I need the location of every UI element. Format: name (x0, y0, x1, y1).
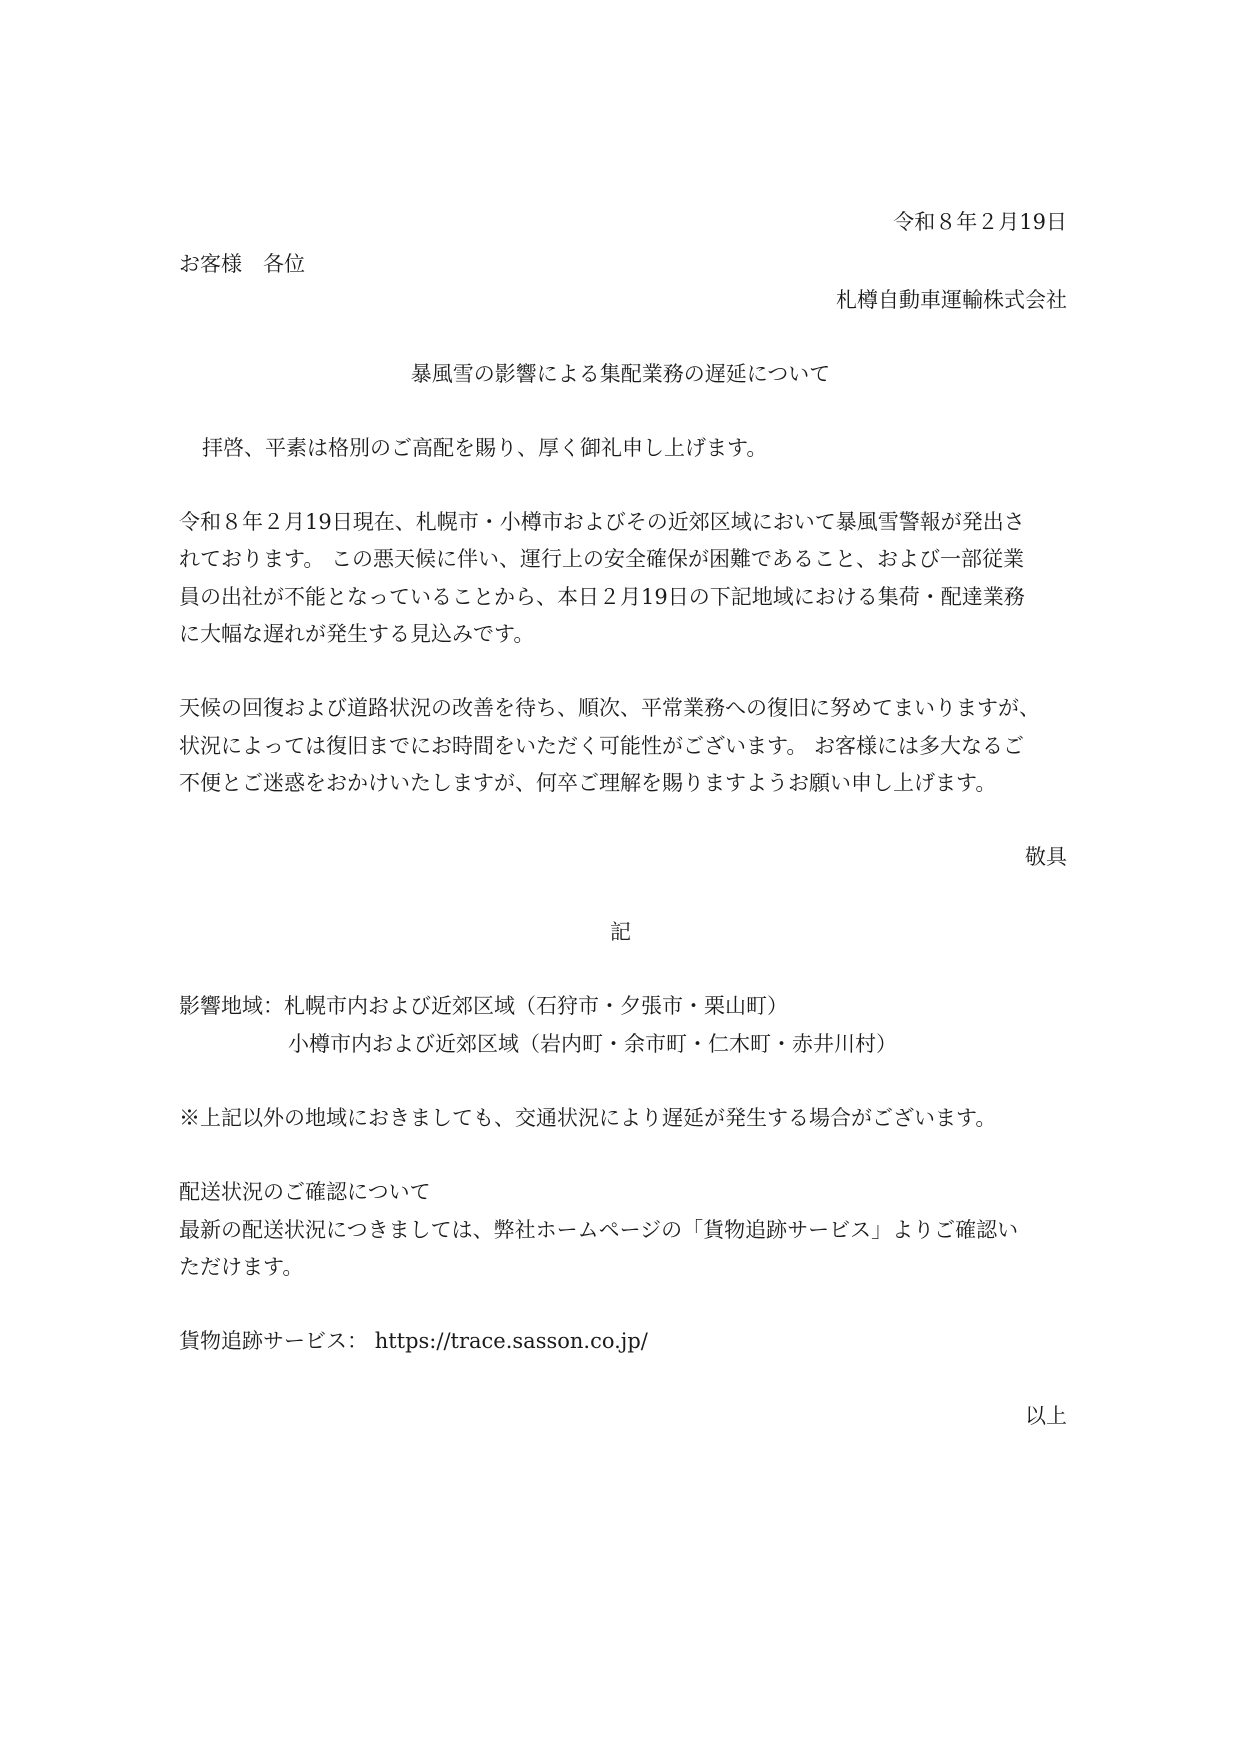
ki-heading: 記 (610, 920, 631, 944)
tracking-service (179, 1331, 648, 1352)
document-title: 暴風雪の影響による集配業務の遅延について (410, 362, 831, 386)
confirmation-heading: 配送状況のご確認について (179, 1180, 431, 1204)
paragraph-2-line: 天候の回復および道路状況の改善を待ち、順次、平常業務への復旧に努めてまいりますが、 (179, 696, 1040, 720)
greeting: 拝啓、平素は格別のご高配を賜り、厚く御礼申し上げます。 (202, 436, 768, 460)
recipient: お客様 各位 (179, 252, 305, 276)
closing-keigu: 敬具 (1025, 845, 1067, 869)
paragraph-1-line: 員の出社が不能となっていることから、本日２月19日の下記地域における集荷・配達業務 (179, 585, 1025, 609)
document-date: 令和８年２月19日 (893, 210, 1067, 234)
tracking-label: 貨物追跡サービス： (179, 1329, 368, 1353)
sender-company: 札樽自動車運輸株式会社 (836, 288, 1067, 312)
paragraph-2-line: 不便とご迷惑をおかけいたしますが、何卒ご理解を賜りますようお願い申し上げます。 (179, 771, 997, 795)
paragraph-1-line: れております。 この悪天候に伴い、運行上の安全確保が困難であること、および一部従業 (179, 547, 1024, 571)
end-ijo: 以上 (1025, 1404, 1067, 1428)
tracking-url-link[interactable]: https://trace.sasson.co.jp/ (374, 1329, 648, 1353)
paragraph-1-line: に大幅な遅れが発生する見込みです。 (179, 622, 535, 646)
delay-note: ※上記以外の地域におきましても、交通状況により遅延が発生する場合がございます。 (179, 1106, 997, 1130)
paragraph-2-line: 状況によっては復旧までにお時間をいただく可能性がございます。 お客様には多大なるご (179, 734, 1024, 758)
affected-area-line-1: 影響地域：札幌市内および近郊区域（石狩市・夕張市・栗山町） (179, 994, 788, 1018)
confirmation-line: ただけます。 (179, 1255, 304, 1279)
confirmation-line: 最新の配送状況につきましては、弊社ホームページの「貨物追跡サービス」よりご確認い (179, 1218, 1019, 1242)
paragraph-1-line: 令和８年２月19日現在、札幌市・小樽市およびその近郊区域において暴風雪警報が発出さ (179, 510, 1025, 534)
affected-area-line-2: 小樽市内および近郊区域（岩内町・余市町・仁木町・赤井川村） (288, 1032, 897, 1056)
